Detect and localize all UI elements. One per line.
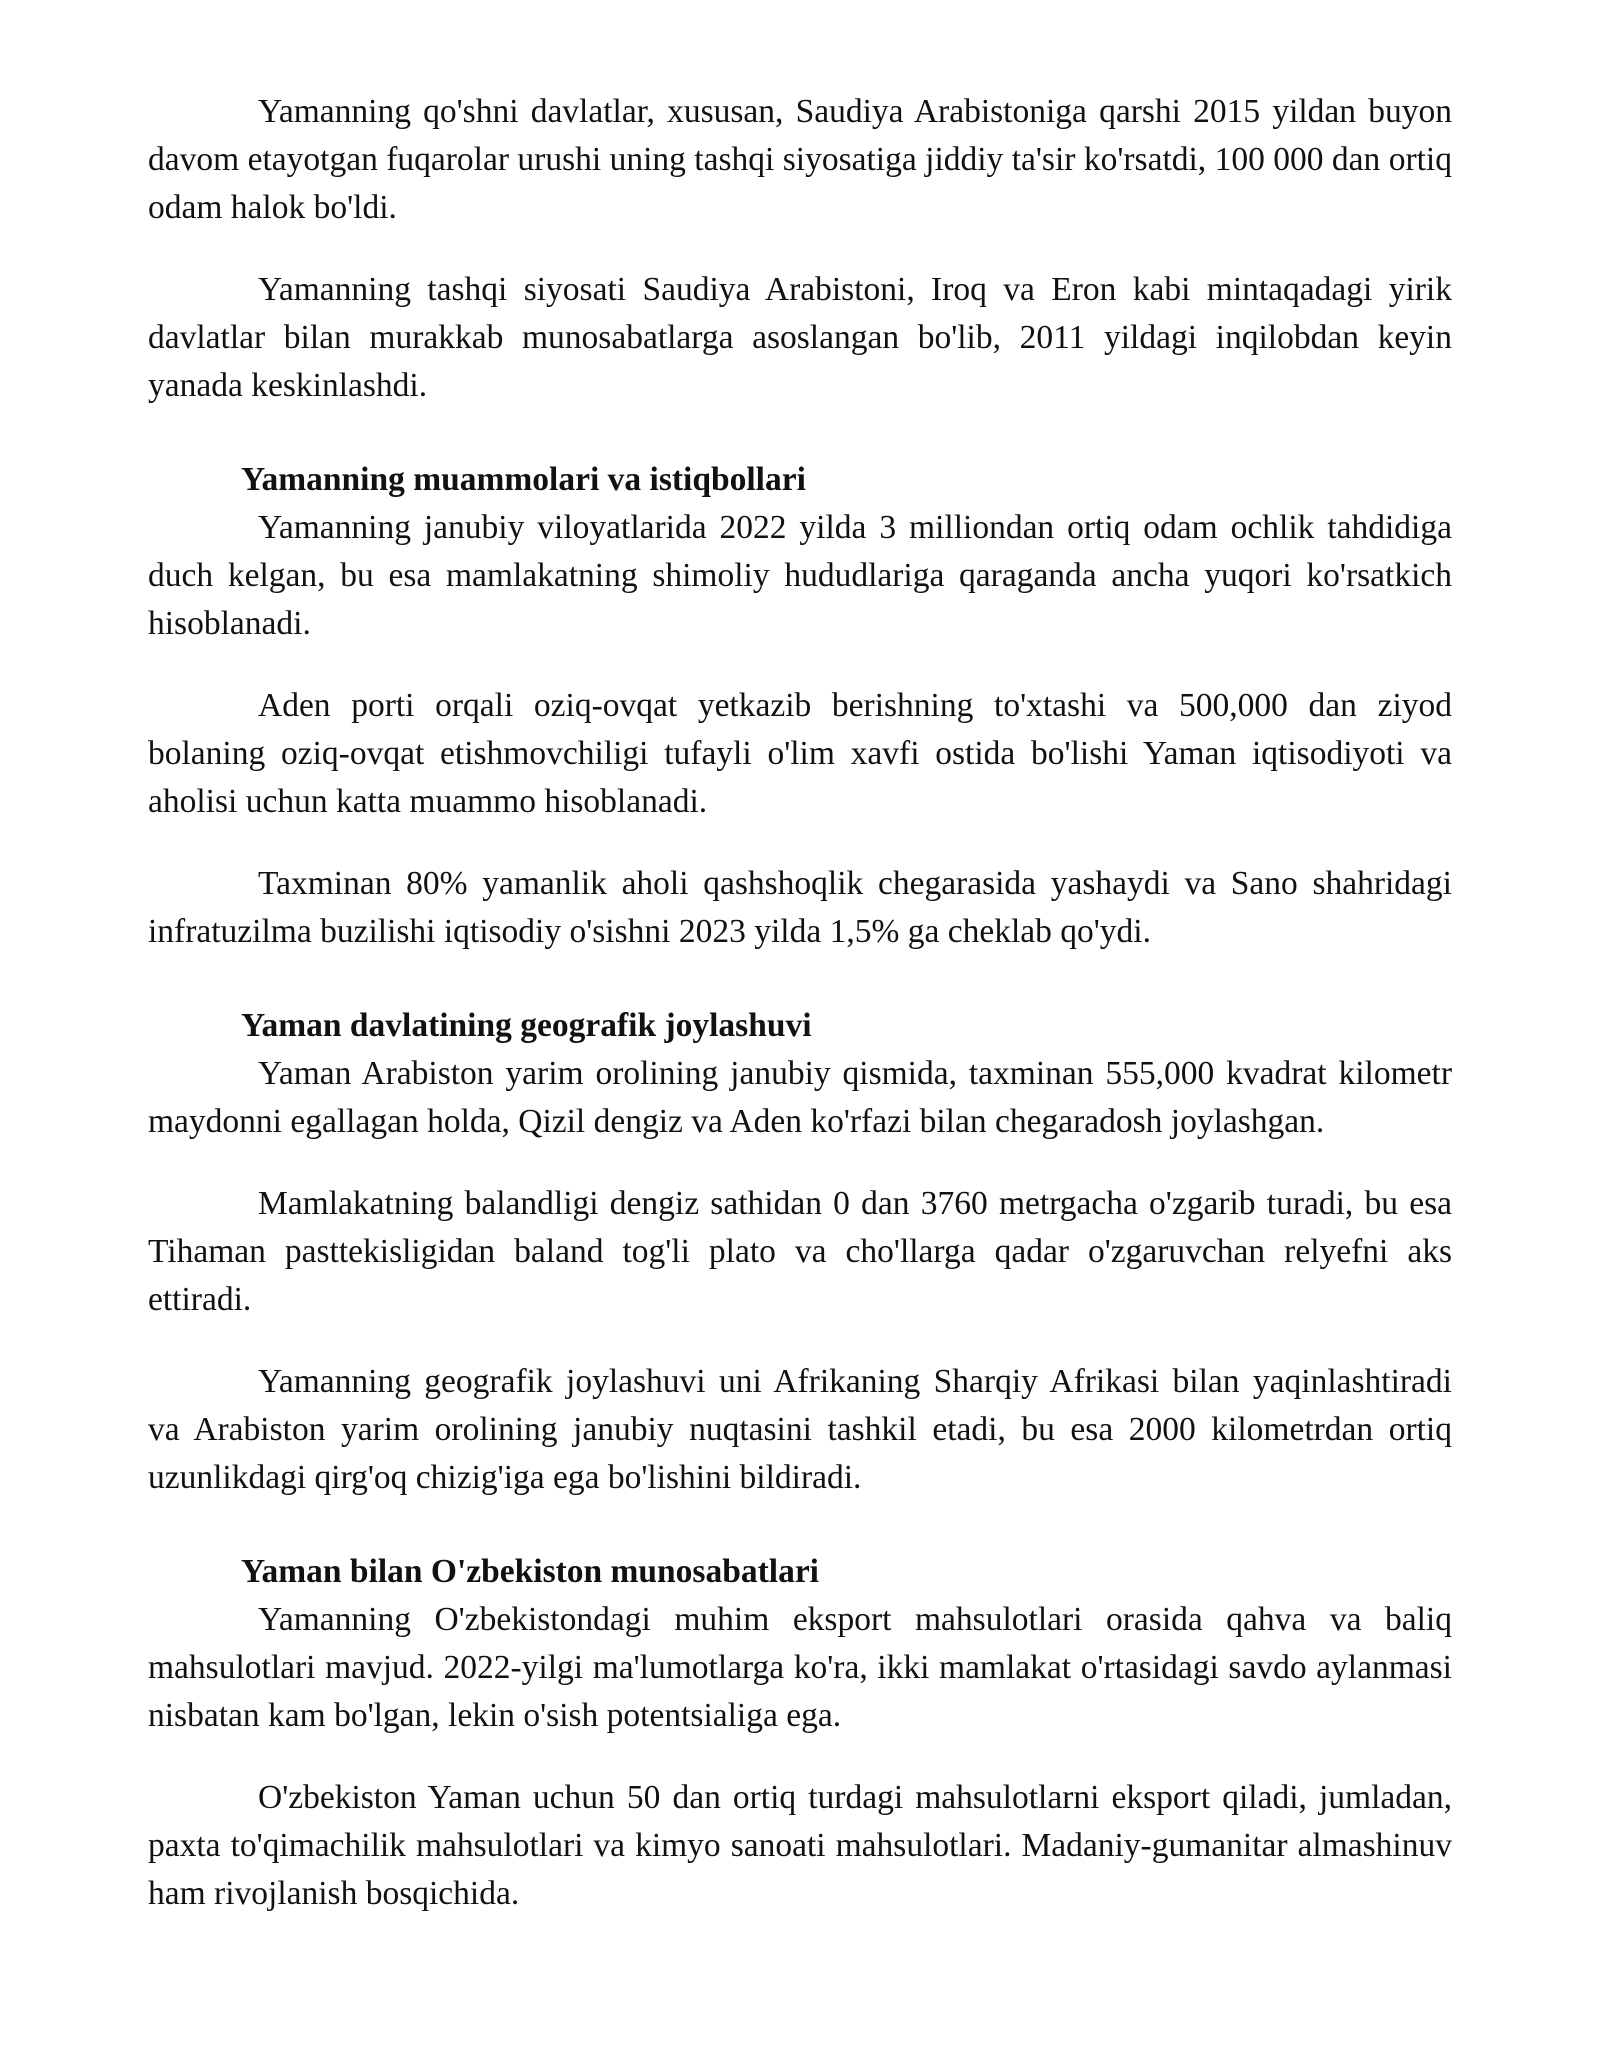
paragraph: Yaman Arabiston yarim orolining janubiy qismida, taxminan 555,000 kvadrat kilometr maydonni egallagan holda, Qizil dengiz va Aden ko'rfazi bilan chegaradosh joylashgan.: [148, 1055, 1452, 1140]
paragraph: Aden porti orqali oziq-ovqat yetkazib berishning to'xtashi va 500,000 dan ziyod bolaning oziq-ovqat etishmovchiligi tufayli o'lim xavfi ostida bo'lishi Yaman iqtisodiyoti va aholisi uchun katta muammo hisoblanadi.: [148, 687, 1452, 820]
document-page: [148, 88, 1452, 1952]
section-heading: Yaman davlatining geografik joylashuvi: [241, 1007, 812, 1044]
paragraph: Taxminan 80% yamanlik aholi qashshoqlik chegarasida yashaydi va Sano shahridagi infratuzilma buzilishi iqtisodiy o'sishni 2023 yilda 1,5% ga cheklab qo'ydi.: [148, 865, 1452, 950]
section-heading: Yaman bilan O'zbekiston munosabatlari: [241, 1553, 819, 1590]
paragraph: Yamanning qo'shni davlatlar, xususan, Saudiya Arabistoniga qarshi 2015 yildan buyon davom etayotgan fuqarolar urushi uning tashqi siyosatiga jiddiy ta'sir ko'rsatdi, 100 000 dan ortiq odam halok bo'ldi.: [148, 93, 1452, 226]
paragraph: Yamanning O'zbekistondagi muhim eksport mahsulotlari orasida qahva va baliq mahsulotlari mavjud. 2022-yilgi ma'lumotlarga ko'ra, ikki mamlakat o'rtasidagi savdo aylanmasi nisbatan kam bo'lgan, lekin o'sish potentsialiga ega.: [148, 1601, 1452, 1734]
paragraph: Yamanning geografik joylashuvi uni Afrikaning Sharqiy Afrikasi bilan yaqinlashtiradi va Arabiston yarim orolining janubiy nuqtasini tashkil etadi, bu esa 2000 kilometrdan ortiq uzunlikdagi qirg'oq chizig'iga ega bo'lishini bildiradi.: [148, 1363, 1452, 1496]
section-heading: Yamanning muammolari va istiqbollari: [241, 461, 806, 498]
paragraph: Yamanning tashqi siyosati Saudiya Arabistoni, Iroq va Eron kabi mintaqadagi yirik davlatlar bilan murakkab munosabatlarga asoslangan bo'lib, 2011 yildagi inqilobdan keyin yanada keskinlashdi.: [148, 271, 1452, 404]
paragraph: Yamanning janubiy viloyatlarida 2022 yilda 3 milliondan ortiq odam ochlik tahdidiga duch kelgan, bu esa mamlakatning shimoliy hududlariga qaraganda ancha yuqori ko'rsatkich hisoblanadi.: [148, 509, 1452, 642]
paragraph: Mamlakatning balandligi dengiz sathidan 0 dan 3760 metrgacha o'zgarib turadi, bu esa Tihaman pasttekisligidan baland tog'li plato va cho'llarga qadar o'zgaruvchan relyefni aks ettiradi.: [148, 1185, 1452, 1318]
paragraph: O'zbekiston Yaman uchun 50 dan ortiq turdagi mahsulotlarni eksport qiladi, jumladan, paxta to'qimachilik mahsulotlari va kimyo sanoati mahsulotlari. Madaniy-gumanitar almashinuv ham rivojlanish bosqichida.: [148, 1779, 1452, 1912]
